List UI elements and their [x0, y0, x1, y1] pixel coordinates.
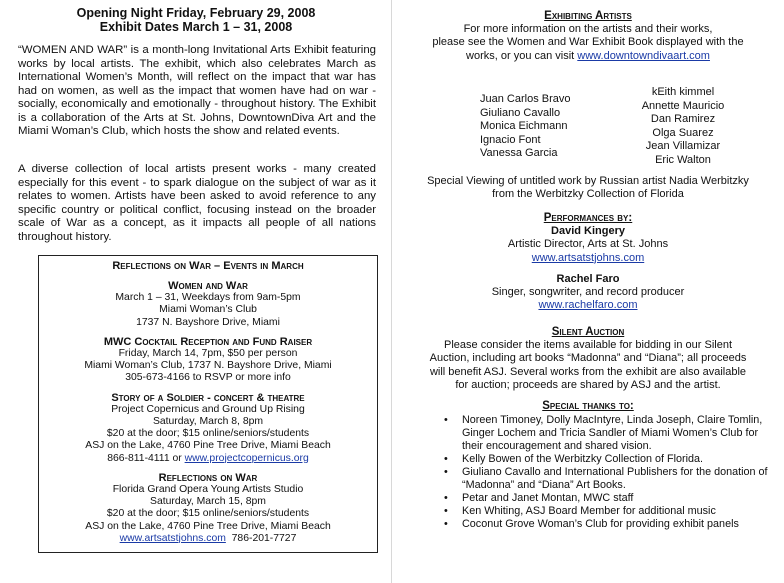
- performer-role: Singer, songwriter, and record producer: [491, 286, 685, 299]
- artist-name: Monica Eichmann: [480, 120, 568, 132]
- list-item: [444, 414, 777, 453]
- artist-name: Eric Walton: [655, 153, 711, 166]
- bullet-icon: •: [444, 466, 448, 478]
- exhibiting-artists-heading: Exhibiting Artists: [544, 10, 632, 22]
- performer-link[interactable]: www.artsatstjohns.com: [531, 251, 645, 264]
- performer-name: David Kingery: [551, 225, 625, 238]
- artist-name: Dan Ramirez: [650, 113, 716, 125]
- event-line: Saturday, March 15, 8pm: [150, 496, 266, 508]
- event-line: $20 at the door; $15 online/seniors/students: [106, 428, 310, 440]
- events-box-title: Reflections on War – Events in March: [112, 260, 304, 272]
- special-thanks-heading: Special thanks to:: [542, 400, 634, 412]
- exhibiting-artists-section: [392, 10, 784, 63]
- silent-auction-section: [392, 326, 784, 392]
- event-line: Miami Woman’s Club: [159, 304, 257, 316]
- event-women-and-war: [39, 280, 377, 329]
- thanks-text: Noreen Timoney, Dolly MacIntyre, Linda Joseph, Claire Tomlin, Ginger Lochem and Tricia Sandler of Miami Women’s Club for their encouragement and shared vision.: [462, 414, 763, 452]
- list-item: [444, 466, 777, 492]
- performer-link[interactable]: www.rachelfaro.com: [538, 299, 638, 312]
- performer-role: Artistic Director, Arts at St. Johns: [507, 238, 669, 251]
- event-line: March 1 – 31, Weekdays from 9am-5pm: [115, 292, 301, 304]
- auction-line: Auction, including art books “Madonna” and “Diana”; all proceeds: [429, 352, 747, 365]
- special-viewing-line: from the Werbitzky Collection of Florida: [492, 188, 684, 201]
- event-line: Saturday, March 8, 8pm: [152, 416, 264, 428]
- event-title: Story of a Soldier - concert & theatre: [111, 391, 305, 404]
- special-viewing-line: Special Viewing of untitled work by Russian artist Nadia Werbitzky: [427, 175, 749, 187]
- event-line: $20 at the door; $15 online/seniors/students: [106, 508, 310, 520]
- bullet-icon: •: [444, 414, 448, 426]
- event-mwc-reception: [39, 336, 377, 385]
- opening-night-heading: Opening Night Friday, February 29, 2008: [76, 6, 316, 20]
- event-line: ASJ on the Lake, 4760 Pine Tree Drive, Miami Beach: [85, 520, 331, 532]
- thanks-text: Kelly Bowen of the Werbitzky Collection of Florida.: [462, 453, 704, 465]
- event-contact-line: [39, 533, 377, 545]
- bullet-icon: •: [444, 492, 448, 504]
- list-item: [444, 492, 777, 505]
- silent-auction-heading: Silent Auction: [551, 326, 625, 338]
- artist-name: Juan Carlos Bravo: [480, 93, 571, 105]
- description-paragraph: A diverse collection of local artists present works - many created especially for this event - to spark dialogue on the subject of war as it relates to women. Artists have been asked to avoid reference to any specific country or political conflict, focusing instead on the broader scale of War as a concept, as it impacts all people of all nations throughout history.: [18, 163, 376, 243]
- auction-line: for auction; proceeds are shared by ASJ and the artist.: [455, 378, 721, 391]
- event-title: MWC Cocktail Reception and Fund Raiser: [103, 335, 313, 348]
- event-line: Miami Woman’s Club, 1737 N. Bayshore Drive, Miami: [84, 360, 332, 372]
- events-box: [38, 255, 378, 553]
- event-contact-line: [39, 453, 377, 465]
- event-reflections-on-war: [39, 472, 377, 545]
- artist-name: Giuliano Cavallo: [480, 106, 561, 119]
- performer-name: Rachel Faro: [556, 272, 620, 285]
- performances-heading: Performances by:: [543, 212, 633, 224]
- right-panel: [392, 0, 784, 583]
- artist-name: kEith kimmel: [651, 86, 715, 98]
- exhibiting-intro-line: please see the Women and War Exhibit Book displayed with the: [432, 36, 744, 49]
- event-story-of-a-soldier: [39, 392, 377, 465]
- special-viewing: [392, 175, 784, 201]
- event-title: Women and War: [168, 280, 248, 292]
- artists-column-right: [628, 86, 738, 167]
- event-line: Florida Grand Opera Young Artists Studio: [112, 484, 304, 496]
- thanks-text: Giuliano Cavallo and International Publishers for the donation of “Madonna” and “Diana” Art Books.: [462, 466, 768, 491]
- event-phone: 866-811-4111 or: [107, 452, 185, 464]
- event-line: 1737 N. Bayshore Drive, Miami: [136, 316, 280, 328]
- thanks-text: Coconut Grove Woman’s Club for providing exhibit panels: [462, 518, 739, 530]
- artist-name: Vanessa Garcia: [480, 147, 558, 159]
- thanks-heading-wrap: [392, 400, 784, 413]
- artist-name: Jean Villamizar: [645, 140, 721, 152]
- event-line: Project Copernicus and Ground Up Rising: [111, 403, 305, 415]
- bullet-icon: •: [444, 453, 448, 465]
- auction-line: will benefit ASJ. Several works from the exhibit are also available: [429, 365, 747, 378]
- artist-name: Annette Mauricio: [641, 99, 725, 112]
- thanks-text: Petar and Janet Montan, MWC staff: [462, 492, 634, 504]
- special-thanks-list: [444, 414, 777, 531]
- artist-name: Ignacio Font: [480, 133, 541, 146]
- bullet-icon: •: [444, 505, 448, 517]
- artists-column-left: [480, 93, 571, 161]
- list-item: [444, 505, 777, 518]
- downtowndiva-link[interactable]: www.downtowndivaart.com: [577, 49, 710, 62]
- exhibit-dates-heading: Exhibit Dates March 1 – 31, 2008: [99, 20, 293, 34]
- event-line: ASJ on the Lake, 4760 Pine Tree Drive, Miami Beach: [85, 440, 331, 452]
- performances-section: [392, 212, 784, 312]
- exhibiting-intro-text: works, or you can visit: [466, 49, 578, 62]
- event-phone: 786-201-7727: [225, 532, 297, 544]
- project-copernicus-link[interactable]: www.projectcopernicus.org: [184, 452, 309, 464]
- thanks-text: Ken Whiting, ASJ Board Member for additional music: [462, 505, 716, 517]
- intro-paragraph: “WOMEN AND WAR” is a month-long Invitational Arts Exhibit featuring works by local artists. The exhibit, which also celebrates March as International Women’s Month, will reflect on the impact that war has had on women, as well as the impact that women have had on war - socially, economically and emotionally - throughout history. The Exhibit is a collaboration of the Arts at St. Johns, DowntownDiva Art and the Miami Woman’s Club, which hosts the show and related events.: [18, 44, 376, 137]
- event-title: Reflections on War: [158, 471, 258, 484]
- exhibiting-intro-line: [392, 50, 784, 63]
- arts-at-st-johns-link[interactable]: www.artsatstjohns.com: [119, 532, 226, 544]
- auction-line: Please consider the items available for bidding in our Silent: [444, 339, 732, 352]
- artist-name: Olga Suarez: [652, 126, 714, 139]
- list-item: [444, 453, 777, 466]
- event-line: Friday, March 14, 7pm, $50 per person: [118, 348, 298, 360]
- event-line: 305-673-4166 to RSVP or more info: [125, 372, 291, 384]
- bullet-icon: •: [444, 518, 448, 530]
- exhibiting-intro-line: For more information on the artists and their works,: [463, 23, 713, 36]
- list-item: [444, 518, 777, 531]
